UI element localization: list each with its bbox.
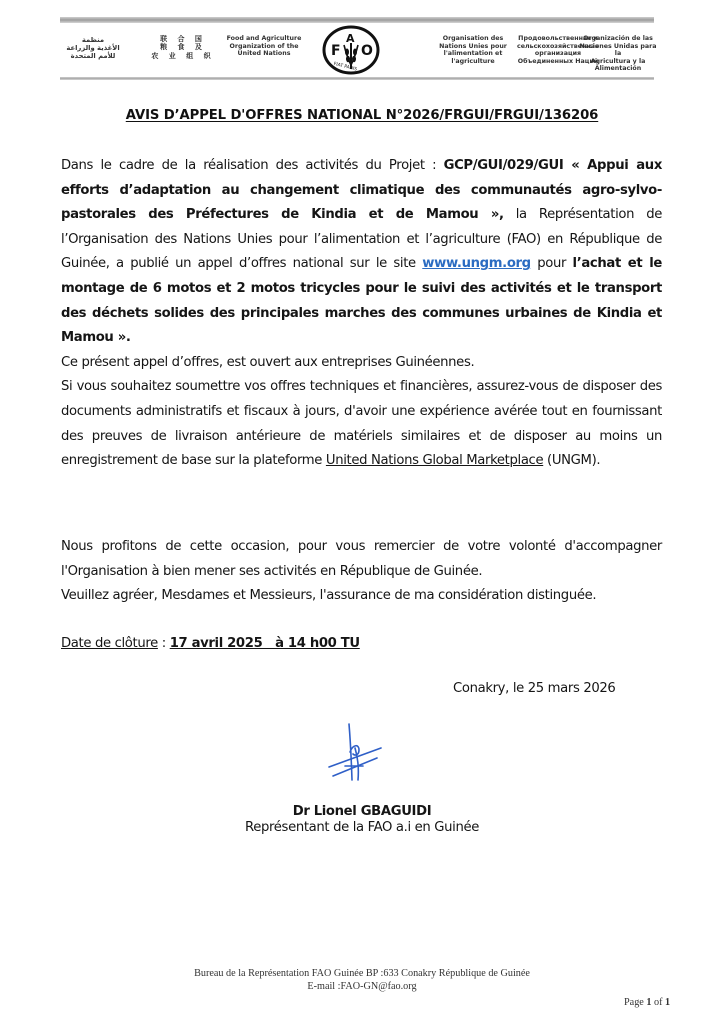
letterhead-french [432,35,514,65]
spanish-line: Naciones Unidas para la [579,42,657,58]
letterhead-bottom-rule [60,77,654,80]
closing-thanks: Nous profitons de cette occasion, pour vous remercier de votre volonté d'accompagner l'Organisation à bien mener ses activités en République de Guinée. [61,539,662,579]
tender-object: l’achat et le montage de 6 motos et 2 motos tricycles pour le suivi des activités et le transport des déchets solides des principales marches des communes urbaines de Kindia et Mamou ». [61,256,662,346]
requirements-text: Si vous souhaitez soumettre vos offres techniques et financières, assurez-vous de disposer des documents administratifs et fiscaux à jours, d'avoir une expérience avérée tout en fournissant des preuves de livraison antérieure de matériels similaires et de disposer au moins un enregistrement de base sur la plateforme [61,379,662,469]
footer-email: E-mail :FAO-GN@fao.org [307,980,417,992]
arabic-line: الأغذية والزراعة [66,44,120,52]
signer-block [0,804,724,836]
chinese-line: 农 业 组 织 [151,51,215,60]
paragraph-requirements [61,375,662,473]
paragraph-eligibility: Ce présent appel d’offres, est ouvert aux entreprises Guinéennes. [61,354,475,370]
french-line: Nations Unies pour [439,42,507,50]
letterhead-english [220,35,308,58]
place-date: Conakry, le 25 mars 2026 [453,681,616,696]
english-line: Food and Agriculture [226,35,302,42]
handwritten-signature-icon [325,722,385,788]
page-footer [0,968,724,993]
notice-body [61,154,662,474]
spanish-line: Alimentación [594,65,642,73]
project-context: la Représentation de l’Organisation des Nations Unies pour l’alimentation et l’agriculture (FAO) en République de Guinée, a publié un appel d’offres national sur le site [61,207,662,272]
chinese-line: 联 合 国 [160,35,206,43]
notice-title: AVIS D’APPEL D'OFFRES NATIONAL N°2026/FRGUI/FRGUI/136206 [125,108,599,123]
russian-line: сельскохозяйственная [516,42,600,50]
russian-line: организация [534,50,582,58]
deadline [61,636,360,651]
logo-letter-o: O [361,43,373,59]
letterhead-spanish [576,35,660,73]
logo-motto: FIAT PANIS [333,61,358,73]
closing-section [61,535,662,609]
fao-letterhead [60,17,657,81]
fao-logo-icon [322,25,380,75]
arabic-line: منظمة [81,36,105,44]
footer-address: Bureau de la Représentation FAO Guinée BP :633 Conakry République de Guinée [194,968,530,979]
russian-line: Объединенных Наций [517,57,599,65]
page-number [624,997,670,1008]
spanish-line: Organización de las [583,35,653,42]
letterhead-top-rule [60,17,654,23]
logo-letter-a: A [346,32,355,45]
page-total: 1 [665,997,671,1008]
page-prefix: Page [624,997,647,1008]
deadline-value: 17 avril 2025 à 14 h00 TU [169,636,360,651]
french-line: Organisation des [442,35,504,42]
paragraph-project [61,154,662,351]
signer-role: Représentant de la FAO a.i en Guinée [245,820,479,835]
chinese-line: 粮 食 及 [160,43,206,52]
letterhead-chinese [150,35,216,60]
logo-letter-f: F [331,43,341,59]
ungm-link[interactable]: www.ungm.org [422,256,531,272]
french-line: l'alimentation et [443,50,503,58]
page-of: of [651,997,666,1008]
pour-text: pour [530,256,573,272]
project-title: GCP/GUI/029/GUI « Appui aux efforts d’adaptation au changement climatique des communautés agro-sylvo-pastorales des Préfectures de Kindia et de Mamou », [61,158,662,223]
letterhead-arabic [60,36,126,60]
requirements-end: (UNGM). [543,453,601,469]
english-line: United Nations [237,50,291,58]
french-line: l'agriculture [451,57,495,65]
deadline-separator: : [157,636,170,651]
arabic-line: للأمم المتحدة [70,52,116,60]
page-current: 1 [646,997,652,1008]
signer-name: Dr Lionel GBAGUIDI [292,804,432,819]
project-intro: Dans le cadre de la réalisation des activités du Projet : [61,158,444,173]
closing-salutation: Veuillez agréer, Mesdames et Messieurs, l'assurance de ma considération distinguée. [61,588,597,604]
english-line: Organization of the [229,42,299,50]
spanish-line: Agricultura y la [590,57,646,65]
deadline-label: Date de clôture [61,636,158,651]
russian-line: Продовольственная и [518,35,598,42]
ungm-platform-name: United Nations Global Marketplace [325,453,544,469]
